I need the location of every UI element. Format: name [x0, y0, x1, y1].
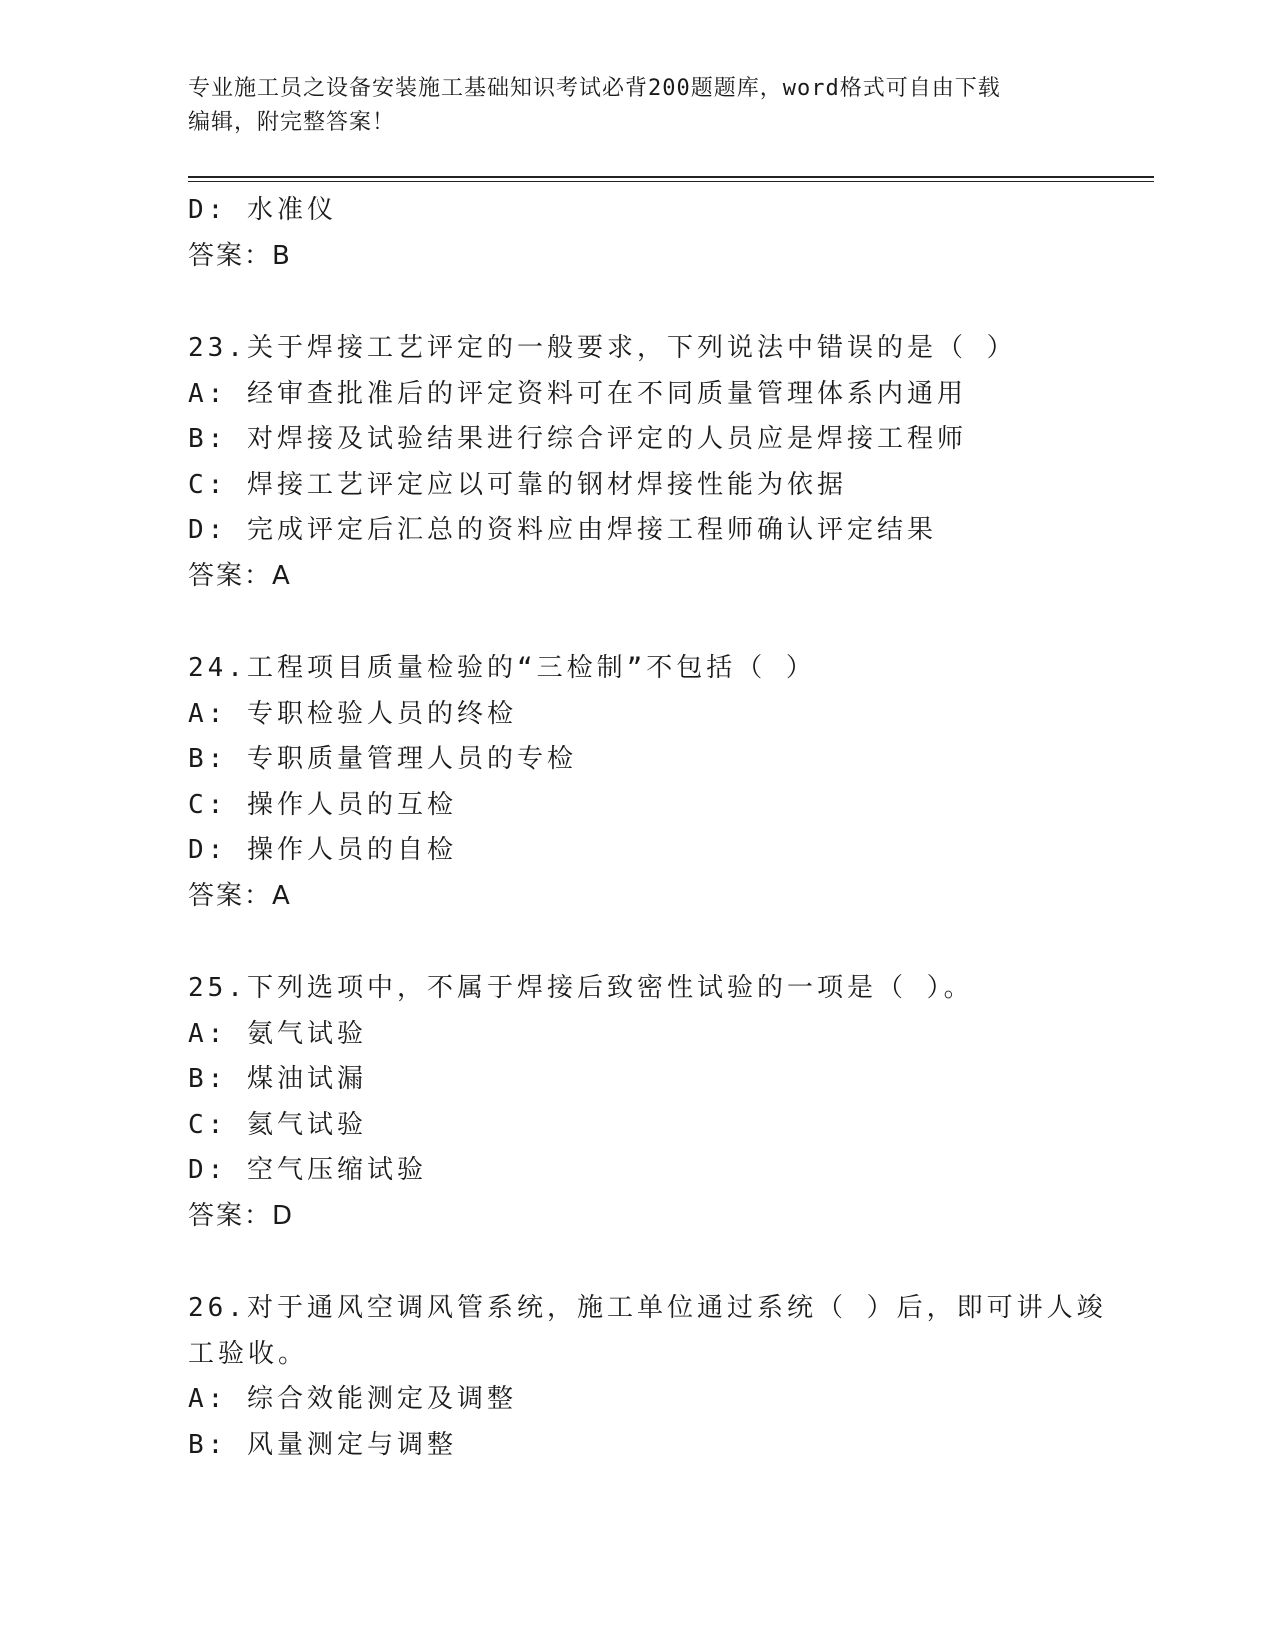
option-b: B: 对焊接及试验结果进行综合评定的人员应是焊接工程师	[188, 424, 967, 454]
question-stem-line-2: 工验收。	[188, 1338, 309, 1369]
spacer	[188, 279, 1148, 326]
question-list	[188, 188, 1148, 1468]
option-a: A: 综合效能测定及调整	[188, 1384, 517, 1414]
option-b: B: 专职质量管理人员的专检	[188, 744, 577, 774]
option-c: C: 焊接工艺评定应以可靠的钢材焊接性能为依据	[188, 469, 847, 500]
question-25	[188, 966, 1148, 1239]
question-stem-line-1: 26.对于通风空调风管系统，施工单位通过系统（ ）后，即可讲人竣	[188, 1293, 1107, 1323]
question-26	[188, 1286, 1148, 1468]
header-title-line-2: 编辑，附完整答案！	[188, 110, 396, 135]
option-a: A: 专职检验人员的终检	[188, 698, 517, 729]
header-title-line-1: 专业施工员之设备安装施工基础知识考试必背200题题库，word格式可自由下载	[188, 76, 1001, 101]
answer: 答案：B	[188, 240, 292, 271]
previous-question-tail	[188, 188, 1148, 279]
spacer	[188, 919, 1148, 966]
document-header	[188, 72, 1088, 140]
option-d: D: 完成评定后汇总的资料应由焊接工程师确认评定结果	[188, 515, 937, 545]
question-24	[188, 646, 1148, 919]
option-d: D: 操作人员的自检	[188, 835, 457, 865]
spacer	[188, 599, 1148, 646]
option-b: B: 煤油试漏	[188, 1064, 367, 1094]
answer: 答案：D	[188, 1200, 295, 1231]
option-c: C: 操作人员的互检	[188, 789, 457, 820]
answer: 答案：A	[188, 560, 292, 591]
option-d: D: 空气压缩试验	[188, 1155, 427, 1185]
header-divider-thin	[188, 181, 1154, 182]
header-divider-thick	[188, 176, 1154, 178]
spacer	[188, 1239, 1148, 1286]
option-a: A: 经审查批准后的评定资料可在不同质量管理体系内通用	[188, 378, 967, 409]
option-b: B: 风量测定与调整	[188, 1429, 457, 1460]
option-a: A: 氨气试验	[188, 1018, 367, 1049]
answer: 答案：A	[188, 880, 292, 911]
option-d: D: 水准仪	[188, 195, 337, 225]
question-23	[188, 326, 1148, 599]
question-stem: 24.工程项目质量检验的“三检制”不包括（ ）	[188, 653, 816, 683]
option-c: C: 氦气试验	[188, 1109, 367, 1140]
question-stem: 25.下列选项中，不属于焊接后致密性试验的一项是（ ）。	[188, 973, 974, 1003]
question-stem: 23.关于焊接工艺评定的一般要求，下列说法中错误的是（ ）	[188, 333, 1017, 363]
